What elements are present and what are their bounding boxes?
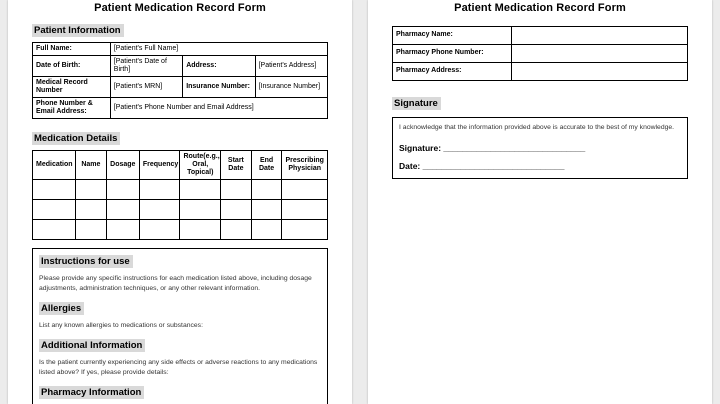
cell[interactable] <box>251 200 282 220</box>
table-row <box>393 27 688 45</box>
field-label: Full Name: <box>33 43 111 56</box>
field-label: Pharmacy Address: <box>393 63 512 81</box>
cell[interactable] <box>76 220 107 240</box>
cell[interactable] <box>76 180 107 200</box>
cell[interactable] <box>282 180 328 200</box>
field-value[interactable] <box>512 63 688 81</box>
signature-section <box>392 93 688 179</box>
cell[interactable] <box>33 200 76 220</box>
cell[interactable] <box>76 200 107 220</box>
pharmacy-information-table <box>392 26 688 81</box>
table-row <box>393 63 688 81</box>
cell[interactable] <box>251 220 282 240</box>
cell[interactable] <box>221 180 252 200</box>
instructions-block <box>32 248 328 404</box>
allergies-text: List any known allergies to medications or substances: <box>39 322 203 330</box>
cell[interactable] <box>282 220 328 240</box>
signature-acknowledgement-text: I acknowledge that the information provided above is accurate to the best of my knowledge. <box>399 124 675 131</box>
right-page-content <box>368 26 712 179</box>
table-row <box>33 56 328 77</box>
column-header: Frequency <box>139 151 180 180</box>
field-value[interactable]: [Insurance Number] <box>255 77 327 98</box>
column-header: Dosage <box>106 151 139 180</box>
cell[interactable] <box>180 180 221 200</box>
field-label: Pharmacy Phone Number: <box>393 45 512 63</box>
page-title-left: Patient Medication Record Form <box>94 2 266 14</box>
table-row <box>33 43 328 56</box>
field-label: Address: <box>183 56 255 77</box>
field-value[interactable] <box>512 27 688 45</box>
cell[interactable] <box>180 200 221 220</box>
cell[interactable] <box>282 200 328 220</box>
column-header: Name <box>76 151 107 180</box>
page-title-right: Patient Medication Record Form <box>454 2 626 14</box>
cell[interactable] <box>106 200 139 220</box>
section-heading-patient-information: Patient Information <box>32 24 124 37</box>
field-value[interactable]: [Patient's Date of Birth] <box>110 56 182 77</box>
table-row <box>393 45 688 63</box>
patient-information-table <box>32 42 328 119</box>
cell[interactable] <box>139 180 180 200</box>
field-label: Phone Number & Email Address: <box>33 98 111 119</box>
field-label: Medical Record Number <box>33 77 111 98</box>
section-heading-additional-information: Additional Information <box>39 339 145 352</box>
field-value[interactable]: [Patient's Phone Number and Email Address] <box>110 98 327 119</box>
field-value[interactable]: [Patient's Address] <box>255 56 327 77</box>
field-value[interactable]: [Patient's Full Name] <box>110 43 327 56</box>
field-value[interactable] <box>512 45 688 63</box>
field-label: Pharmacy Name: <box>393 27 512 45</box>
cell[interactable] <box>221 200 252 220</box>
section-heading-medication-details: Medication Details <box>32 132 120 145</box>
patient-information-section <box>32 20 328 119</box>
column-header: Medication <box>33 151 76 180</box>
cell[interactable] <box>139 200 180 220</box>
field-value[interactable]: [Patient's MRN] <box>110 77 182 98</box>
table-row <box>33 200 328 220</box>
column-header: End Date <box>251 151 282 180</box>
cell[interactable] <box>106 180 139 200</box>
date-field[interactable]: Date: ______________________________ <box>399 160 565 171</box>
cell[interactable] <box>180 220 221 240</box>
instructions-text: Please provide any specific instructions for each medication listed above, including dosage adjustments, administration techniques, or any other relevant information. <box>39 275 312 293</box>
section-heading-instructions-for-use: Instructions for use <box>39 255 133 268</box>
cell[interactable] <box>33 220 76 240</box>
medication-details-section <box>32 128 328 240</box>
section-heading-allergies: Allergies <box>39 302 84 315</box>
section-heading-signature: Signature <box>392 97 441 110</box>
page-gutter <box>356 0 364 404</box>
section-heading-pharmacy-information: Pharmacy Information <box>39 386 144 399</box>
cell[interactable] <box>106 220 139 240</box>
field-label: Date of Birth: <box>33 56 111 77</box>
table-header-row <box>33 151 328 180</box>
cell[interactable] <box>251 180 282 200</box>
left-page-content <box>8 20 352 404</box>
column-header: Prescribing Physician <box>282 151 328 180</box>
cell[interactable] <box>33 180 76 200</box>
signature-field[interactable]: Signature: ______________________________ <box>399 142 586 153</box>
medication-details-table <box>32 150 328 240</box>
additional-information-text: Is the patient currently experiencing any side effects or adverse reactions to any medications listed above? If yes, please provide details: <box>39 359 318 376</box>
field-label: Insurance Number: <box>183 77 255 98</box>
cell[interactable] <box>139 220 180 240</box>
table-row <box>33 77 328 98</box>
signature-box <box>392 117 688 179</box>
page-right <box>368 0 712 404</box>
table-row <box>33 180 328 200</box>
column-header: Route(e.g., Oral, Topical) <box>180 151 221 180</box>
table-row <box>33 220 328 240</box>
table-row <box>33 98 328 119</box>
column-header: Start Date <box>221 151 252 180</box>
cell[interactable] <box>221 220 252 240</box>
page-left <box>8 0 352 404</box>
